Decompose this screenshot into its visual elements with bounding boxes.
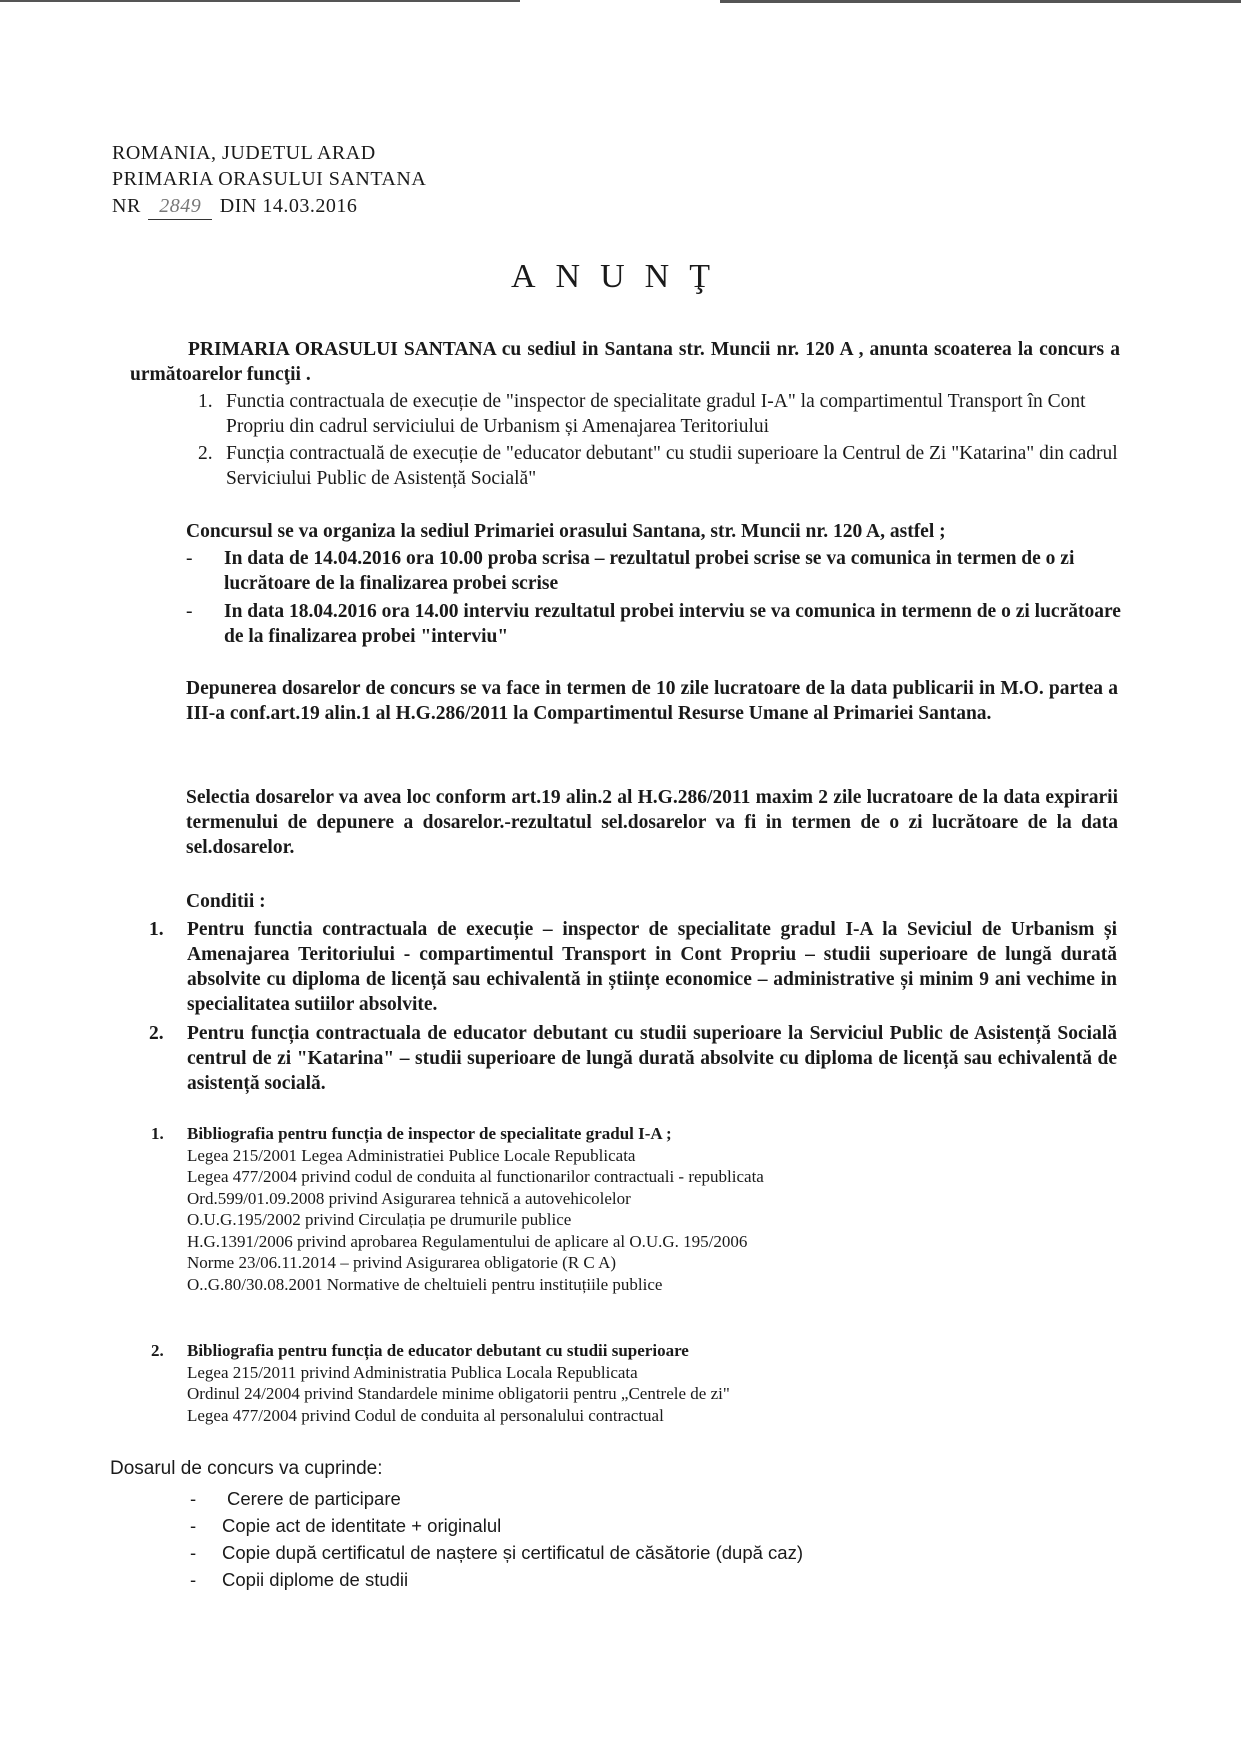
bibliography-title: Bibliografia pentru funcția de inspector de specialitate gradul I-A ; — [187, 1124, 672, 1143]
bibliography-entry: Ord.599/01.09.2008 privind Asigurarea tehnică a autovehicolelor — [187, 1188, 631, 1208]
function-text: Functia contractuala de execuție de "inspector de specialitate gradul I-A" la compartimentul Transport în Cont Propriu din cadrul serviciului de Urbanism și Amenajarea Teritoriului — [226, 391, 1086, 437]
schedule-text: In data de 14.04.2016 ora 10.00 proba scrisa – rezultatul probei scrise se va comunica in termen de o zi lucrătoare de la finalizarea probei scrise — [224, 548, 1075, 594]
depunere-paragraph: Depunerea dosarelor de concurs se va face in termen de 10 zile lucratoare de la data publicarii in M.O. partea a III-a conf.art.19 alin.1 al H.G.286/2011 la Compartimentul Resurse Umane al Primariei Santana. — [186, 678, 1118, 724]
schedule-item — [186, 599, 1126, 649]
dosar-title: Dosarul de concurs va cuprinde: — [110, 1458, 383, 1479]
bibliography-entry: O..G.80/30.08.2001 Normative de cheltuieli pentru instituțiile publice — [187, 1274, 663, 1294]
organize-paragraph: Concursul se va organiza la sediul Primariei orasului Santana, str. Muncii nr. 120 A, astfel ; — [186, 521, 946, 542]
condition-number: 1. — [149, 919, 164, 940]
dash-marker: - — [190, 1488, 197, 1509]
condition-item — [149, 1021, 1117, 1096]
selectia-paragraph: Selectia dosarelor va avea loc conform art.19 alin.2 al H.G.286/2011 maxim 2 zile lucratoare de la data expirarii termenului de depunere a dosarelor.-rezultatul sel.dosarelor va fi in termen de o zi lucrătoare de la data sel.dosarelor. — [186, 787, 1118, 858]
bibliography-entry: Legea 215/2011 privind Administratia Publica Locala Republicata — [187, 1362, 638, 1382]
bibliography-entry: H.G.1391/2006 privind aprobarea Regulamentului de aplicare al O.U.G. 195/2006 — [187, 1231, 748, 1251]
schedule-text: In data 18.04.2016 ora 14.00 interviu rezultatul probei interviu se va comunica in termenn de o zi lucrătoare de la finalizarea probei "interviu" — [224, 601, 1121, 647]
dosar-item: Copii diplome de studii — [222, 1569, 409, 1590]
document-title: ANUNŢ — [511, 258, 730, 295]
function-text: Funcția contractuală de execuție de "educator debutant" cu studii superioare la Centrul de Zi "Katarina" din cadrul Serviciului Public de Asistență Socială" — [226, 443, 1118, 489]
dosar-item: Copie act de identitate + originalul — [222, 1515, 502, 1536]
dash-marker: - — [190, 1515, 197, 1536]
condition-item — [149, 917, 1117, 1017]
bibliography-title: Bibliografia pentru funcția de educator debutant cu studii superioare — [187, 1341, 689, 1360]
schedule-item — [186, 546, 1126, 596]
scan-edge-line — [720, 0, 1241, 3]
header-line-2: PRIMARIA ORASULUI SANTANA — [112, 168, 427, 190]
bibliography-entry: O.U.G.195/2002 privind Circulația pe drumurile publice — [187, 1210, 572, 1229]
conditii-label: Conditii : — [186, 891, 266, 912]
bibliography-entry: Legea 215/2001 Legea Administratiei Publice Locale Republicata — [187, 1145, 636, 1165]
dash-marker: - — [190, 1569, 197, 1590]
scan-edge-line — [0, 0, 520, 2]
dash-marker: - — [190, 1542, 197, 1563]
dosar-item: Cerere de participare — [227, 1488, 401, 1509]
dash-marker: - — [186, 601, 193, 622]
intro-paragraph: PRIMARIA ORASULUI SANTANA cu sediul in Santana str. Muncii nr. 120 A , anunta scoaterea la concurs a următoarelor funcţii . — [130, 339, 1120, 385]
dosar-item: Copie după certificatul de naștere și certificatul de căsătorie (după caz) — [222, 1542, 803, 1563]
function-number: 1. — [198, 391, 213, 412]
bibliography-entry: Norme 23/06.11.2014 – privind Asigurarea obligatorie (R C A) — [187, 1253, 617, 1272]
bibliography-educator — [151, 1340, 1087, 1426]
nr-label: NR — [112, 195, 141, 217]
function-number: 2. — [198, 443, 213, 464]
header-line-1: ROMANIA, JUDETUL ARAD — [112, 142, 376, 164]
nr-value: 2849 — [148, 193, 212, 220]
condition-number: 2. — [149, 1023, 164, 1044]
bibliography-entry: Legea 477/2004 privind codul de conduita al functionarilor contractuali - republicata — [187, 1167, 764, 1186]
dash-marker: - — [186, 548, 193, 569]
function-item — [198, 389, 1126, 439]
date-label: DIN 14.03.2016 — [219, 195, 358, 217]
header-registration — [112, 193, 357, 220]
bibliography-entry: Legea 477/2004 privind Codul de conduita al personalului contractual — [187, 1405, 664, 1425]
function-item — [198, 441, 1126, 491]
bibliography-number: 2. — [151, 1341, 164, 1360]
bibliography-number: 1. — [151, 1124, 164, 1143]
condition-text: Pentru functia contractuala de execuție – inspector de specialitate gradul I-A la Seviciul de Urbanism și Amenajarea Teritoriului - compartimentul Transport in Cont Propriu – studii superioare de lungă durată absolvite cu diploma de licență sau echivalentă in științe economice – administrative și minim 9 ani vechime in specialitatea sutiilor absolvite. — [187, 919, 1117, 1015]
condition-text: Pentru funcția contractuala de educator debutant cu studii superioare la Serviciul Public de Asistență Socială centrul de zi "Katarina" – studii superioare de lungă durată absolvite cu diploma de licență sau echivalentă de asistență socială. — [187, 1023, 1117, 1094]
bibliography-entry: Ordinul 24/2004 privind Standardele minime obligatorii pentru „Centrele de zi" — [187, 1384, 730, 1403]
bibliography-inspector — [151, 1123, 1087, 1295]
